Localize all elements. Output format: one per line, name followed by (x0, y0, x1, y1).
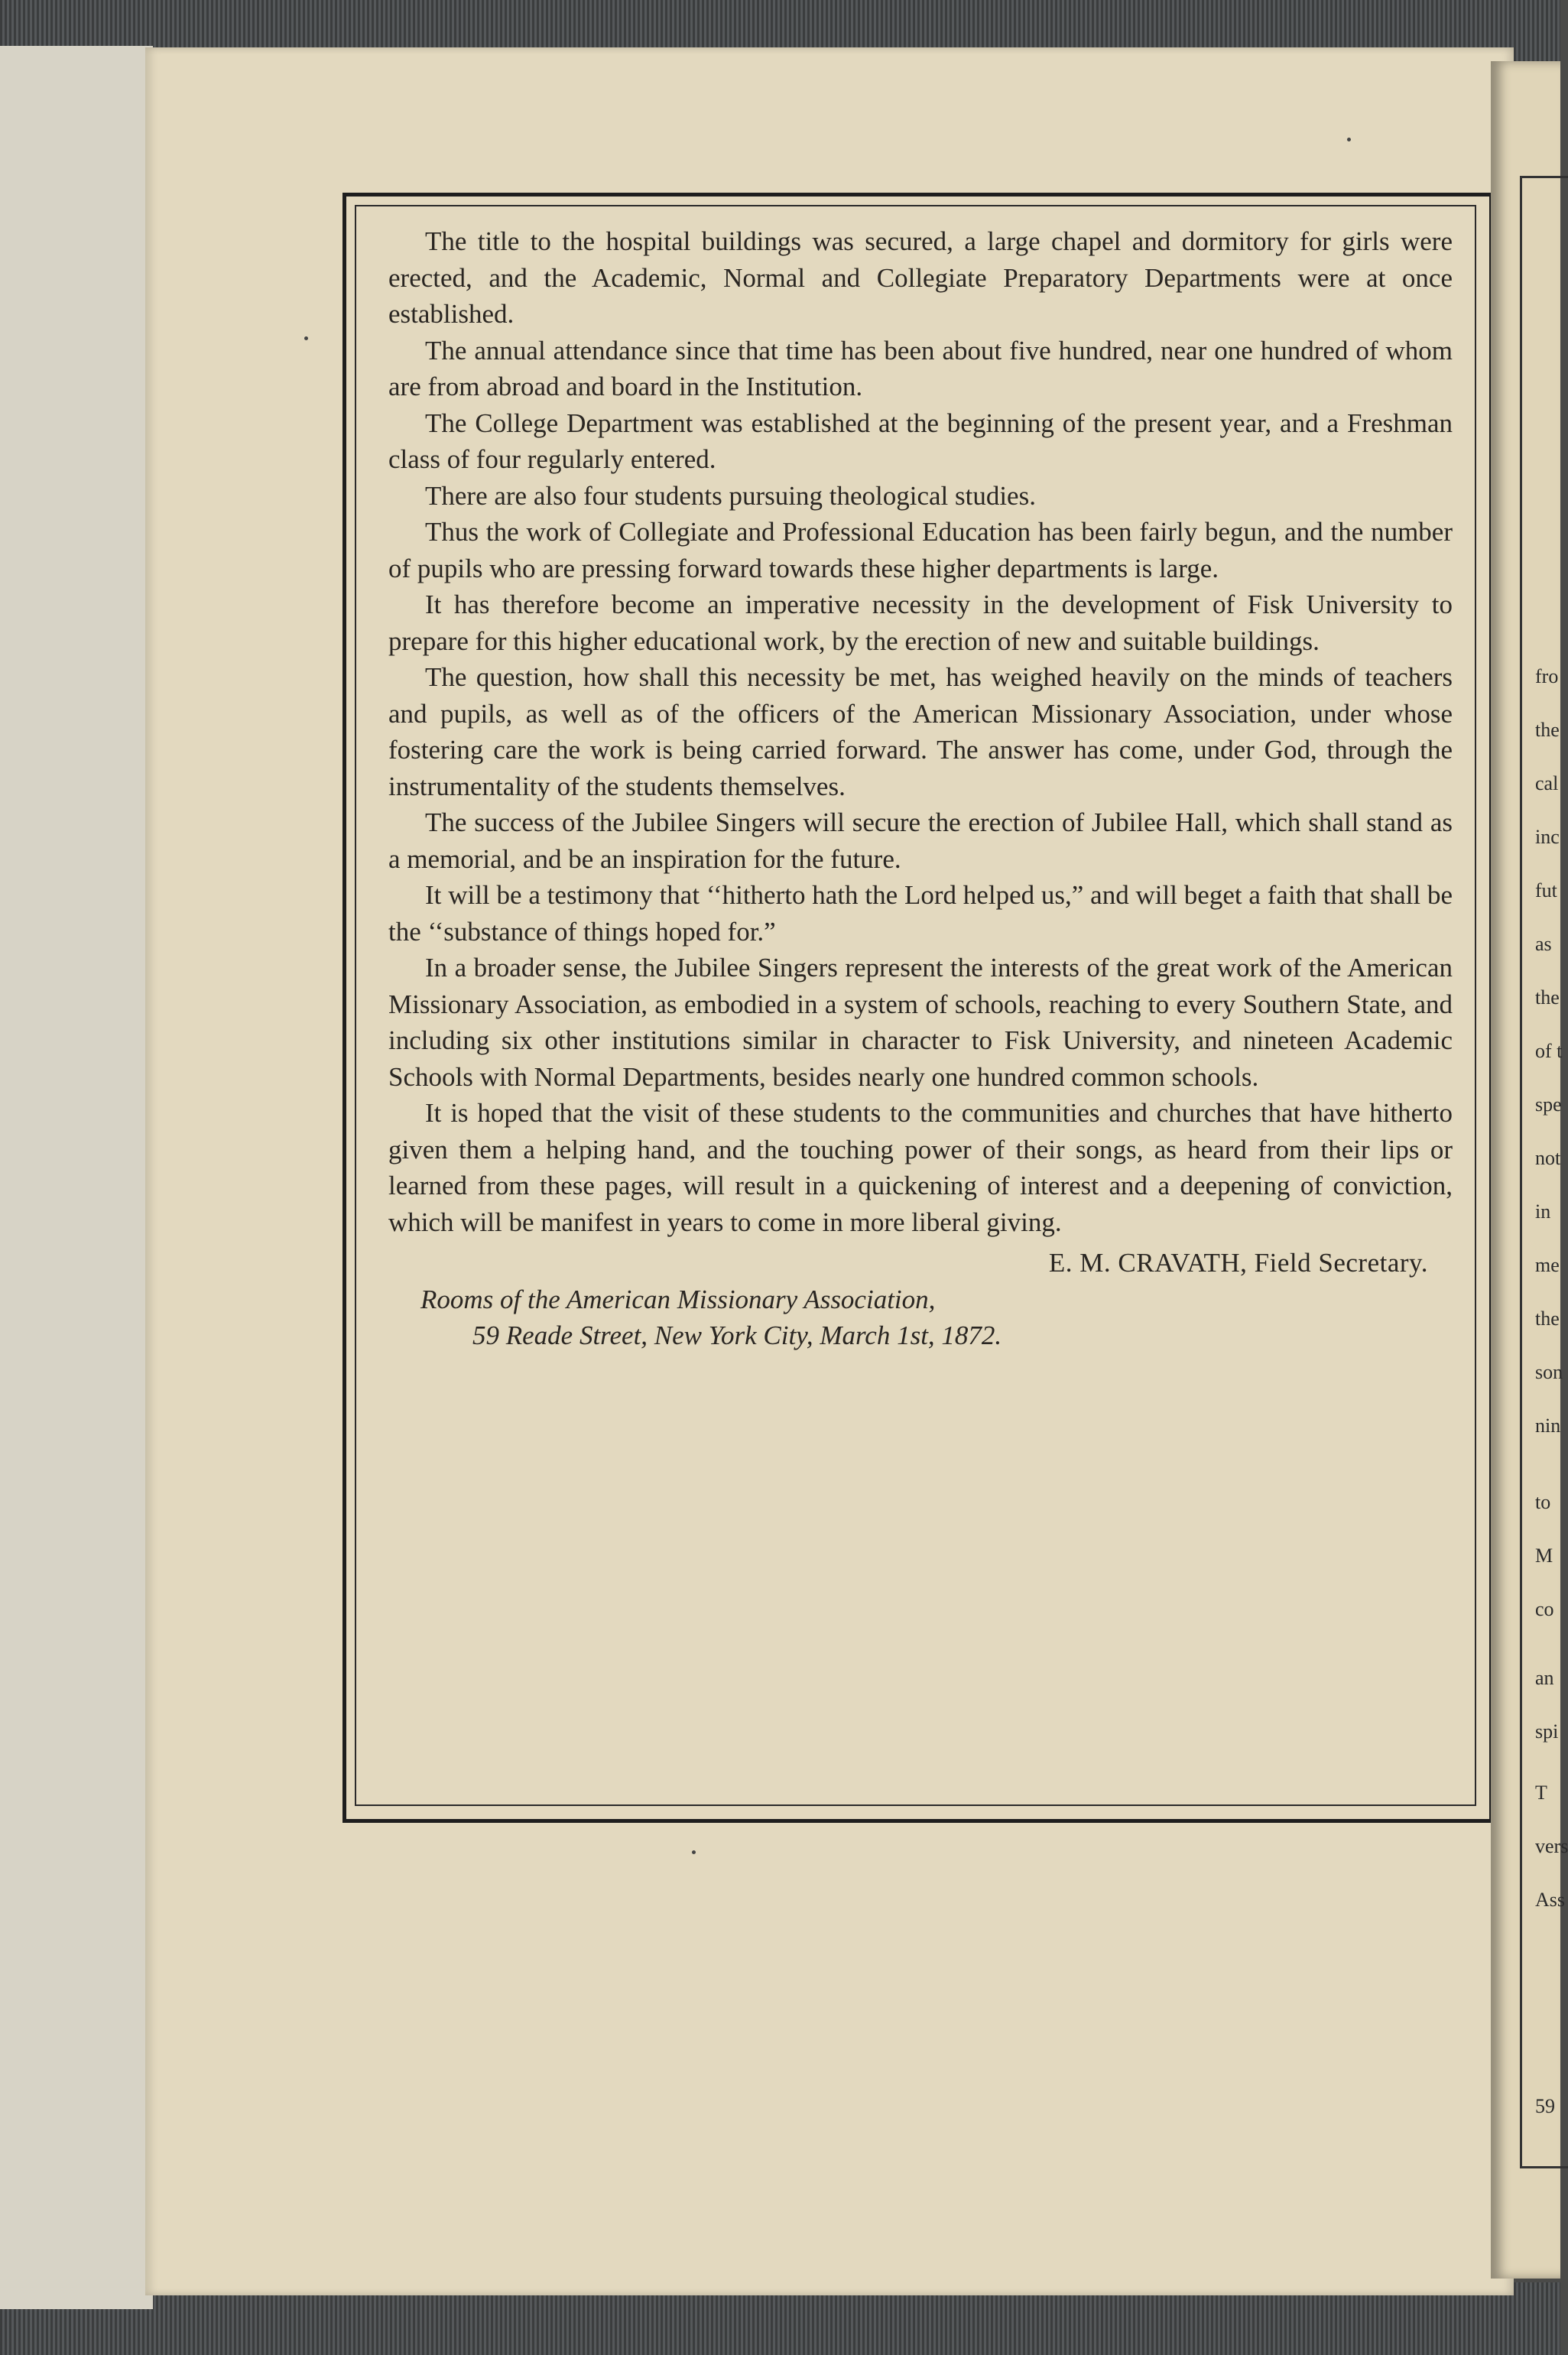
next-page-fragment: spe (1535, 1093, 1562, 1116)
paragraph: The annual attendance since that time has been about five hundred, near one hundred of whom are from abroad and board in the Institution. (388, 335, 1453, 401)
next-page-fragment: in (1535, 1200, 1551, 1223)
next-page-fragment: as (1535, 933, 1552, 955)
next-page-fragment: not (1535, 1147, 1561, 1169)
next-page-fragment: an (1535, 1667, 1554, 1689)
next-page-fragment: me (1535, 1254, 1560, 1276)
next-page-fragment: nin (1535, 1415, 1561, 1437)
next-page-fragment: the (1535, 986, 1560, 1009)
next-page-fragment: of t (1535, 1040, 1563, 1062)
next-page-fragment: fut (1535, 879, 1557, 901)
address-line-2: 59 Reade Street, New York City, March 1st, 1872. (472, 1320, 1002, 1350)
next-page-fragment: M (1535, 1545, 1553, 1567)
address-line-1: Rooms of the American Missionary Association, (420, 1284, 936, 1314)
signature: E. M. CRAVATH, Field Secretary. (1048, 1248, 1428, 1278)
paragraph: The question, how shall this necessity be met, has weighed heavily on the minds of teachers and pupils, as well as of the officers of the American Missionary Association, under whose fostering care the work is being carried forward. The answer has come, under God, through the instrumentality of the students themselves. (388, 662, 1453, 801)
next-page-fragment: T (1535, 1782, 1547, 1804)
next-page-fragment: 59 (1535, 2095, 1555, 2117)
next-page-fragment: the (1535, 1307, 1560, 1330)
page-text (388, 223, 1453, 1354)
paragraph: The success of the Jubilee Singers will secure the erection of Jubilee Hall, which shall stand as a memorial, and be an inspiration for the future. (388, 807, 1453, 874)
paper-speck (304, 336, 308, 340)
next-page-edge (1491, 61, 1568, 2279)
next-page-fragment: co (1535, 1598, 1554, 1620)
next-page-fragment: inc (1535, 826, 1560, 848)
next-page-fragment: vers (1535, 1835, 1568, 1857)
paragraph: It has therefore become an imperative necessity in the development of Fisk University to prepare for this higher educational work, by the erection of new and suitable buildings. (388, 590, 1453, 656)
next-page-fragment: fro (1535, 665, 1559, 687)
next-page-frame (1520, 176, 1568, 2168)
left-endpaper (0, 46, 153, 2309)
paragraph: Thus the work of Collegiate and Professional Education has been fairly begun, and the number of pupils who are pressing forward towards these higher departments is large. (388, 517, 1453, 583)
next-page-fragment: son (1535, 1361, 1563, 1383)
paper-speck (692, 1850, 696, 1854)
paragraph: It is hoped that the visit of these students to the communities and churches that have hitherto given them a helping hand, and the touching power of their songs, as heard from their lips or learned from these pages, will result in a quickening of interest and a deepening of conviction, which will be manifest in years to come in more liberal giving. (388, 1098, 1453, 1237)
paragraph: The title to the hospital buildings was secured, a large chapel and dormitory for girls were erected, and the Academic, Normal and Collegiate Preparatory Departments were at once established. (388, 226, 1453, 329)
next-page-fragment: Ass (1535, 1889, 1566, 1911)
paper-speck (1347, 138, 1351, 141)
next-page-fragment: spi (1535, 1720, 1559, 1743)
paragraph: In a broader sense, the Jubilee Singers represent the interests of the great work of the American Missionary Association, as embodied in a system of schools, reaching to every Southern State, and including six other institutions similar in character to Fisk University, and nineteen Academic Schools with Normal Departments, besides nearly one hundred common schools. (388, 953, 1453, 1092)
next-page-fragment: to (1535, 1491, 1551, 1513)
paragraph: It will be a testimony that ‘‘hitherto hath the Lord helped us,” and will beget a faith that shall be the ‘‘substance of things hoped for.” (388, 880, 1453, 947)
paragraph: The College Department was established at the beginning of the present year, and a Freshman class of four regularly entered. (388, 408, 1453, 474)
next-page-fragment: cal (1535, 772, 1559, 794)
paragraph: There are also four students pursuing theological studies. (425, 480, 1036, 511)
next-page-fragment: the (1535, 719, 1560, 741)
